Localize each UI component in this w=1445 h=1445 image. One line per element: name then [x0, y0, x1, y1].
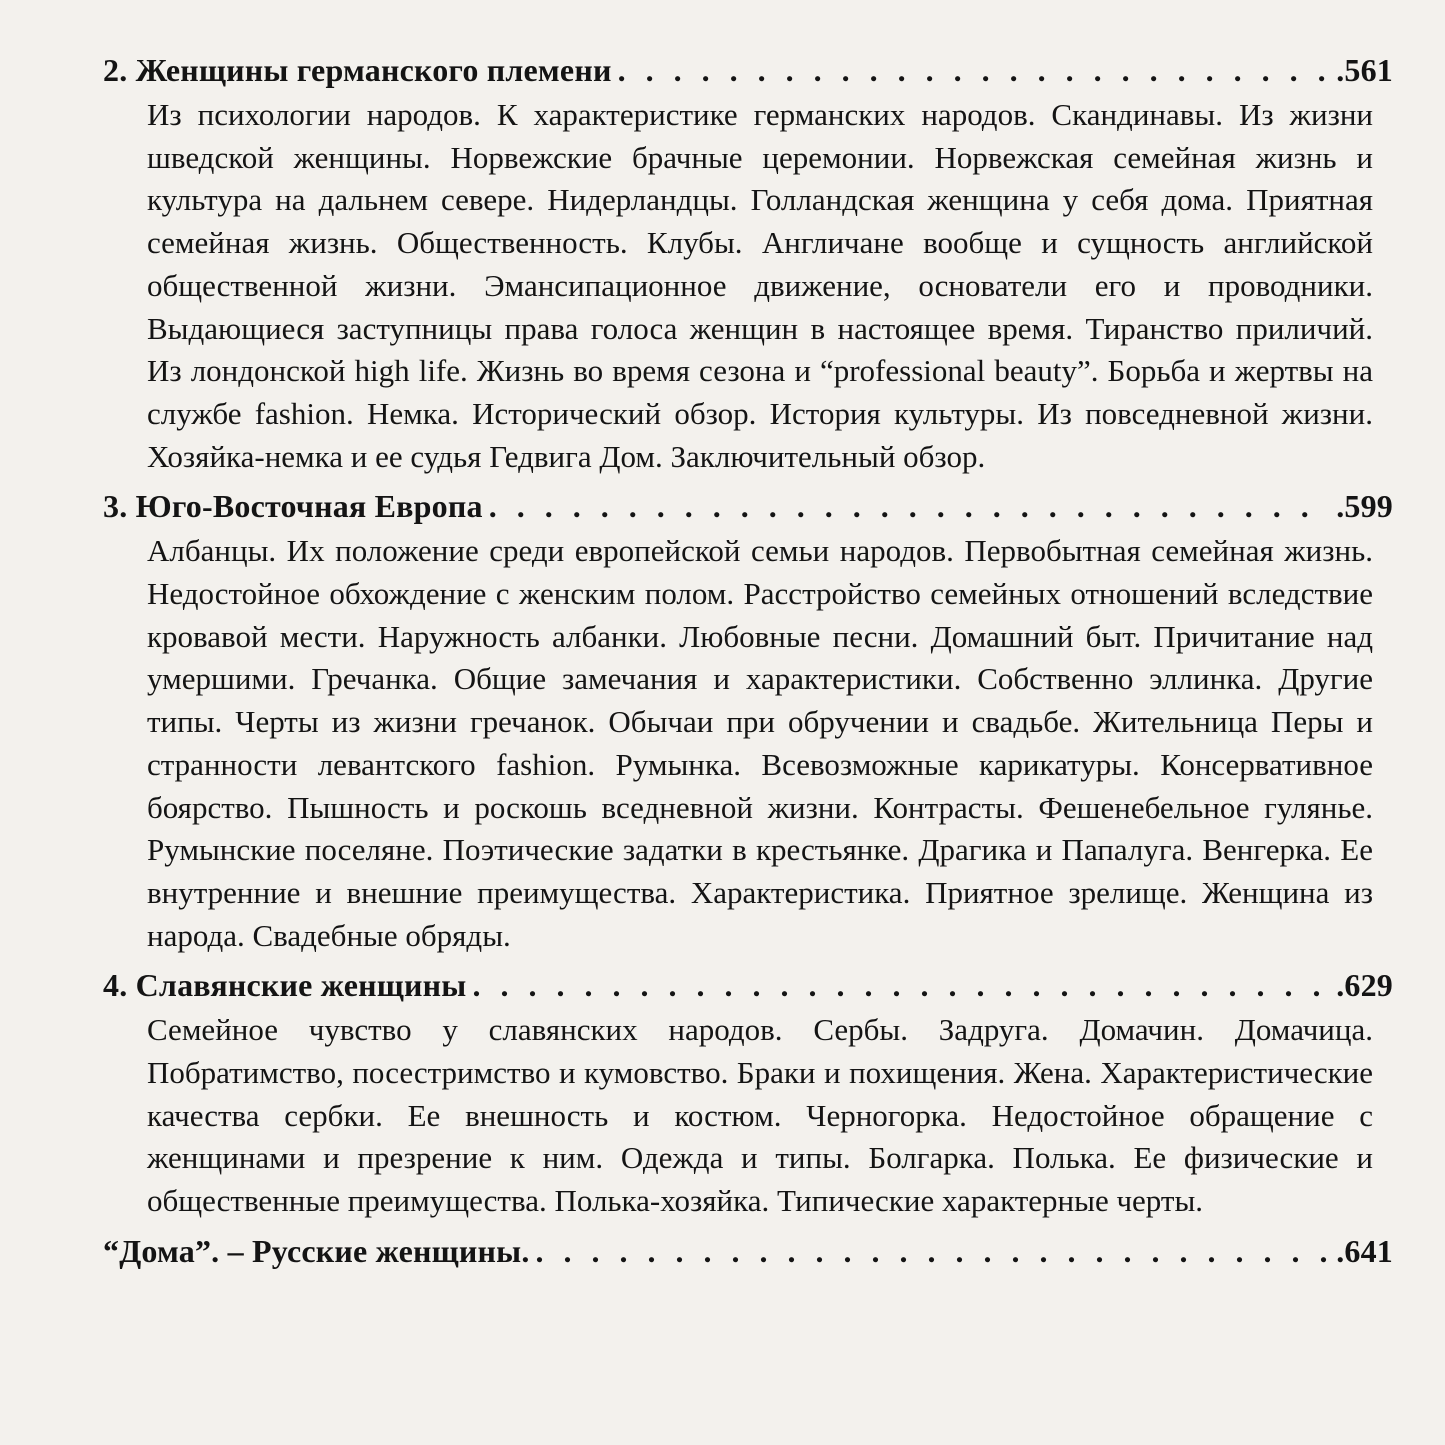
section-title: Юго-Восточная Европа — [135, 488, 483, 525]
section-number: 2. — [103, 52, 136, 88]
toc-heading — [103, 1231, 1393, 1271]
dot-leader — [489, 486, 1330, 526]
page-number: .629 — [1336, 967, 1393, 1004]
section-number: 4. — [103, 967, 136, 1004]
toc-entry-slavic-women — [103, 965, 1393, 1223]
toc-heading — [103, 486, 1393, 526]
toc-entry-southeast-europe — [103, 486, 1393, 957]
toc-entry-germanic-women — [103, 50, 1393, 478]
dot-leader — [618, 50, 1331, 90]
section-description: Из психологии народов. К характеристике германских народов. Скандинавы. Из жизни шведской женщины. Норвежские брачные церемонии. Норвежская семейная жизнь и культура на дальнем севере. Нидерландцы. Голландская женщина у себя дома. Приятная семейная жизнь. Общественность. Клубы. Англичане вообще и сущность английской общественной жизни. Эмансипационное движение, основатели его и проводники. Выдающиеся заступницы права голоса женщин в настоящее время. Тиранство приличий. Из лондонской high life. Жизнь во время сезона и “professional beauty”. Борьба и жертвы на службе fashion. Немка. Исторический обзор. История культуры. Из повседневной жизни. Хозяйка-немка и ее судья Гедвига Дом. Заключительный обзор. — [147, 97, 1373, 474]
toc-heading — [103, 50, 1393, 90]
section-number: 3. — [103, 488, 136, 525]
toc-entry-russian-women — [103, 1231, 1393, 1271]
page-number: .641 — [1336, 1232, 1393, 1269]
section-title: Женщины германского племени — [135, 52, 612, 88]
page-number: .599 — [1336, 488, 1393, 525]
page-number: .561 — [1336, 52, 1393, 88]
toc-heading — [103, 965, 1393, 1005]
dot-leader — [472, 965, 1330, 1005]
section-title: “Дома”. – Русские женщины. — [103, 1232, 530, 1269]
section-description: Албанцы. Их положение среди европейской семьи народов. Первобытная семейная жизнь. Недостойное обхождение с женским полом. Расстройство семейных отношений вследствие кровавой мести. Наружность албанки. Любовные песни. Домашний быт. Причитание над умершими. Гречанка. Общие замечания и характеристики. Собственно эллинка. Другие типы. Черты из жизни гречанок. Обычаи при обручении и свадьбе. Жительница Перы и странности левантского fashion. Румынка. Всевозможные карикатуры. Консервативное боярство. Пышность и роскошь вседневной жизни. Контрасты. Фешенебельное гулянье. Румынские поселяне. Поэтические задатки в крестьянке. Драгика и Папалуга. Венгерка. Ее внутренние и внешние преимущества. Характеристика. Приятное зрелище. Женщина из народа. Свадебные обряды. — [147, 533, 1373, 953]
section-description: Семейное чувство у славянских народов. Сербы. Задруга. Домачин. Домачица. Побратимство, посестримство и кумовство. Браки и похищения. Жена. Характеристические качества сербки. Ее внешность и костюм. Черногорка. Недостойное обращение с женщинами и презрение к ним. Одежда и типы. Болгарка. Полька. Ее физические и общественные преимущества. Полька-хозяйка. Типические характерные черты. — [147, 1012, 1373, 1219]
dot-leader — [536, 1231, 1331, 1271]
section-title: Славянские женщины — [135, 967, 467, 1004]
